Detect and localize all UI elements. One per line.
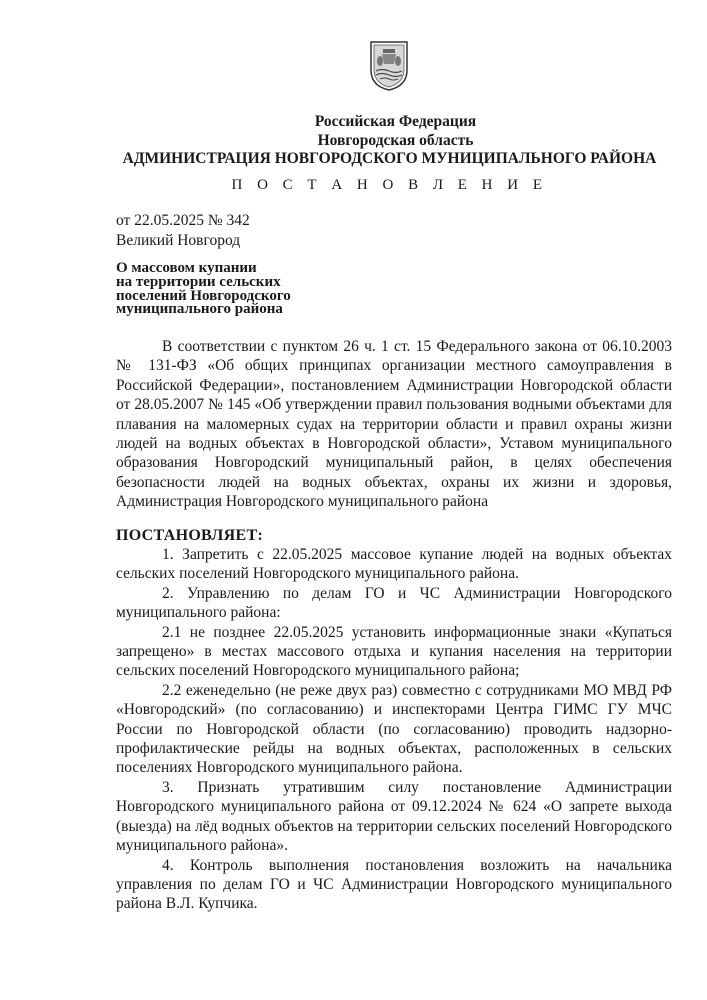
- coat-of-arms-icon: [368, 40, 410, 92]
- decree-item-2-2: 2.2 еженедельно (не реже двух раз) совместно с сотрудниками МО МВД РФ «Новгородский» (по согласованию) и инспекторами Центра ГИМС ГУ МЧС России по Новгородской области (по согласованию) проводить надзорно-профилактические рейды на водных объектах, расположенных в сельских поселениях Новгородского муниципального района.: [116, 681, 672, 777]
- document-subject: [116, 262, 291, 317]
- preamble-paragraph: В соответствии с пунктом 26 ч. 1 ст. 15 Федерального закона от 06.10.2003 № 131-ФЗ «Об общих принципах организации местного самоуправления в Российской Федерации», постановлением Администрации Новгородской области от 28.05.2007 № 145 «Об утверждении правил пользования водными объектами для плавания на маломерных судах на территории области и правил охраны жизни людей на водных объектах в Новгородской области», Уставом муниципального образования Новгородский муниципальный район, в целях обеспечения безопасности людей на водных объектах, охраны их жизни и здоровья, Администрация Новгородского муниципального района: [116, 338, 672, 511]
- header-administration: АДМИНИСТРАЦИЯ НОВГОРОДСКОГО МУНИЦИПАЛЬНОГО РАЙОНА: [122, 150, 657, 167]
- header-country: Российская Федерация: [314, 113, 477, 130]
- decree-item-2: 2. Управлению по делам ГО и ЧС Администрации Новгородского муниципального района:: [116, 584, 672, 622]
- decree-item-4: 4. Контроль выполнения постановления возложить на начальника управления по делам ГО и ЧС Администрации Новгородского муниципального района В.Л. Купчика.: [116, 856, 672, 913]
- decree-item-2-1: 2.1 не позднее 22.05.2025 установить информационные знаки «Купаться запрещено» в местах массового отдыха и купания населения на территории сельских поселений Новгородского муниципального района;: [116, 623, 672, 680]
- decree-items: [116, 545, 672, 914]
- preamble-section: [116, 337, 672, 512]
- document-title: П О С Т А Н О В Л Е Н И Е: [231, 177, 548, 193]
- header-region: Новгородская область: [317, 132, 474, 149]
- subject-line: поселений Новгородского: [116, 287, 291, 304]
- decree-item-3: 3. Признать утратившим силу постановление Администрации Новгородского муниципального района от 09.12.2024 № 624 «О запрете выхода (выезда) на лёд водных объектов на территории сельских поселений Новгородского муниципального района».: [116, 778, 672, 855]
- subject-line: О массовом купании: [116, 260, 257, 276]
- subject-line: на территории сельских: [116, 273, 281, 290]
- decree-item-1: 1. Запретить с 22.05.2025 массовое купание людей на водных объектах сельских поселений Новгородского муниципального района.: [116, 546, 672, 583]
- decree-word: ПОСТАНОВЛЯЕТ:: [116, 527, 264, 544]
- document-date-number: от 22.05.2025 № 342: [116, 212, 250, 229]
- subject-line: муниципального района: [116, 301, 283, 318]
- document-city: Великий Новгород: [116, 232, 241, 249]
